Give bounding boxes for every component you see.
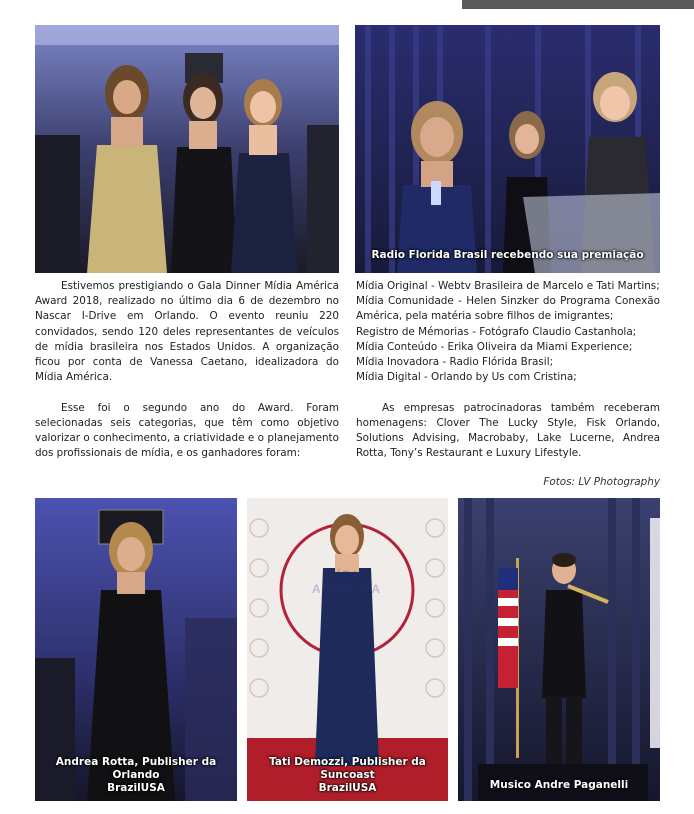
- photo-tati-demozzi: [247, 498, 448, 801]
- intro-paragraph: Estivemos prestigiando o Gala Dinner Mídia América Award 2018, realizado no último dia 6 de dezembro no Nascar I-Drive em Orlando. O evento reuniu 220 convidados, sendo 120 deles representantes de veículos de mídia brasileira nos Estados Unidos. A organização ficou por conta de Vanessa Caetano, idealizadora do Mídia América.: [35, 280, 339, 384]
- winner-item: Registro de Mémorias - Fotógrafo Claudio Castanhola;: [356, 325, 637, 338]
- winner-item: Mídia Digital - Orlando by Us com Cristina;: [356, 371, 577, 384]
- photo-caption: Tati Demozzi, Publisher da Suncoast BrazilUSA: [269, 756, 426, 794]
- photo-credit: Fotos: LV Photography: [543, 476, 660, 488]
- backdrop-logo: MÍDIA AMÉRICA: [312, 568, 382, 596]
- winner-item: Mídia Comunidade - Helen Sinzker do Programa Conexão América, pela matéria sobre filhos de imigrantes;: [356, 295, 660, 323]
- winner-item: Mídia Conteúdo - Erika Oliveira da Miami Experience;: [356, 340, 633, 353]
- photo-award-stage: [355, 25, 660, 273]
- categories-paragraph: Esse foi o segundo ano do Award. Foram selecionadas seis categorias, que têm como objetivo valorizar o conhecimento, a criatividade e o planejamento dos profissionais de mídia, e os ganhadores foram:: [35, 401, 339, 460]
- photo-gala-guests: [35, 25, 339, 273]
- photo-caption: Andrea Rotta, Publisher da Orlando BrazilUSA: [55, 756, 217, 794]
- header-bar: [462, 0, 694, 9]
- photo-andrea-rotta: [35, 498, 237, 801]
- photo-caption: Musico Andre Paganelli: [489, 779, 629, 791]
- photo-musician: [458, 498, 660, 801]
- winner-item: Mídia Inovadora - Radio Flórida Brasil;: [356, 356, 554, 369]
- article-right-column: [356, 279, 660, 461]
- winner-item: Mídia Original - Webtv Brasileira de Marcelo e Tati Martins;: [356, 280, 660, 292]
- article-left-column: [35, 279, 339, 461]
- photo-caption: Radio Florida Brasil recebendo sua premiação: [371, 249, 644, 261]
- sponsors-paragraph: As empresas patrocinadoras também receberam homenagens: Clover The Lucky Style, Fisk Orlando, Solutions Advising, Macrobaby, Lake Lucerne, Andrea Rotta, Tony’s Restaurant e Luxury Lifestyle.: [356, 401, 660, 460]
